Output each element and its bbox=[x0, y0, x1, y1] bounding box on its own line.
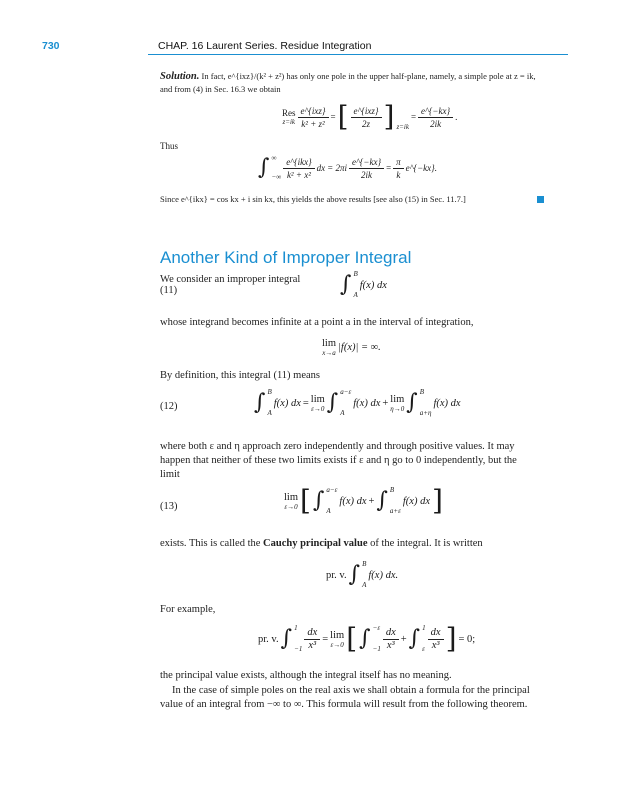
solution-line2: and from (4) in Sec. 16.3 we obtain bbox=[160, 84, 281, 94]
paragraph-simple-poles: In the case of simple poles on the real axis we shall obtain a formula for the principal value of an integral from −∞ to ∞. This formula will result from the following theorem. bbox=[160, 685, 530, 710]
integral-limits: ∞ −∞ bbox=[271, 154, 282, 181]
cauchy-principal-value-term: Cauchy principal value bbox=[263, 538, 368, 549]
eval-point: z=ik bbox=[396, 123, 409, 131]
page-number: 730 bbox=[42, 40, 60, 52]
paragraph-principal-exists: the principal value exists, although the integral itself has no meaning. bbox=[160, 670, 452, 681]
paragraph-cauchy: exists. This is called the Cauchy principal value of the integral. It is written bbox=[160, 538, 483, 549]
header-rule bbox=[148, 54, 568, 55]
residue-equation: Res z=ik $\frac{\text{e\textasciicircum{}\{ixz\}}}{\text{k² + z²}}$ = [ $\frac{\text{e\textasciicircum{}\{ixz\}}}{2z}$ ] z=ik = $\frac{e\^{}\{-kx\}}{2ik}$ . bbox=[282, 100, 458, 133]
residue-fraction: $\frac{e\^{}\{-kx\}}{2ik}$ bbox=[349, 156, 384, 181]
integral-result-equation: ∫ ∞ −∞ $\frac{\text{e\textasciicircum{}\{ikx\}}}{\text{k² + x²}}$ dx = 2πi $\frac{e\^{}\{-kx\}}{2ik}$ = $\frac{\pi}{k}$ e^{−kx}. bbox=[258, 154, 437, 181]
paragraph-example: For example, bbox=[160, 604, 216, 615]
section-heading: Another Kind of Improper Integral bbox=[160, 248, 412, 267]
integrand-fraction: $\frac{\text{e\textasciicircum{}\{ikx\}}}{\text{k² + x²}}$ bbox=[283, 156, 314, 181]
equation-number-11: (11) bbox=[160, 285, 178, 296]
since-text: Since e^{ikx} = cos kx + i sin kx, this yields the above results [see also (15) in Sec. 11.7.] bbox=[160, 194, 466, 204]
res-fraction: $\frac{\text{e\textasciicircum{}\{ixz\}}}{\text{k² + z²}}$ bbox=[298, 105, 329, 130]
eval-fraction: $\frac{\text{e\textasciicircum{}\{ixz\}}}{2z}$ bbox=[351, 105, 382, 130]
running-header: CHAP. 16 Laurent Series. Residue Integration bbox=[158, 40, 372, 52]
paragraph-limits: where both ε and η approach zero independently and through positive values. It may happen that neither of these two limits exists if ε and η go to 0 independently, but the limit bbox=[160, 441, 517, 480]
pi-over-k: $\frac{\pi}{k}$ bbox=[393, 156, 404, 181]
end-of-proof-square bbox=[537, 196, 544, 203]
solution-label: Solution. bbox=[160, 71, 200, 82]
paragraph-integrand: whose integrand becomes infinite at a point a in the interval of integration, bbox=[160, 317, 474, 328]
thus-text: Thus bbox=[160, 141, 178, 151]
equation-number-13: (13) bbox=[160, 501, 178, 512]
res-operator: Res z=ik bbox=[282, 108, 296, 126]
equation-12: ∫ B A f(x) dx = lim ε→0 ∫ a−ε A f(x) dx + lim η→0 ∫ B a+η f(x) dx bbox=[254, 388, 461, 417]
example-equation: pr. v. ∫ 1 −1 $\frac{dx}{\text{x³}}$ = lim ε→0 [ ∫ −ε −1 $\frac{dx}{\text{x³}}$ + ∫ 1 ε $\frac{dx}{\text{x³}}$ ] = 0; bbox=[258, 622, 476, 655]
equation-11: ∫ B A f(x) dx bbox=[340, 270, 387, 299]
res-result-fraction: $\frac{e\^{}\{-kx\}}{2ik}$ bbox=[418, 105, 453, 130]
paragraph-definition: By definition, this integral (11) means bbox=[160, 370, 320, 381]
solution-line1: In fact, e^{ixz}/(k² + z²) has only one pole in the upper half-plane, namely, a simple pole at z = ik, bbox=[201, 71, 536, 81]
equation-13: lim ε→0 [ ∫ a−ε A f(x) dx + ∫ B a+ε f(x) dx ] bbox=[284, 484, 443, 517]
paragraph-intro: We consider an improper integral bbox=[160, 274, 301, 285]
limit-equation: lim x→a |f(x)| = ∞. bbox=[322, 338, 381, 357]
principal-value-notation: pr. v. ∫ B A f(x) dx. bbox=[326, 560, 399, 589]
equation-number-12: (12) bbox=[160, 401, 178, 412]
solution-paragraph bbox=[160, 70, 560, 95]
